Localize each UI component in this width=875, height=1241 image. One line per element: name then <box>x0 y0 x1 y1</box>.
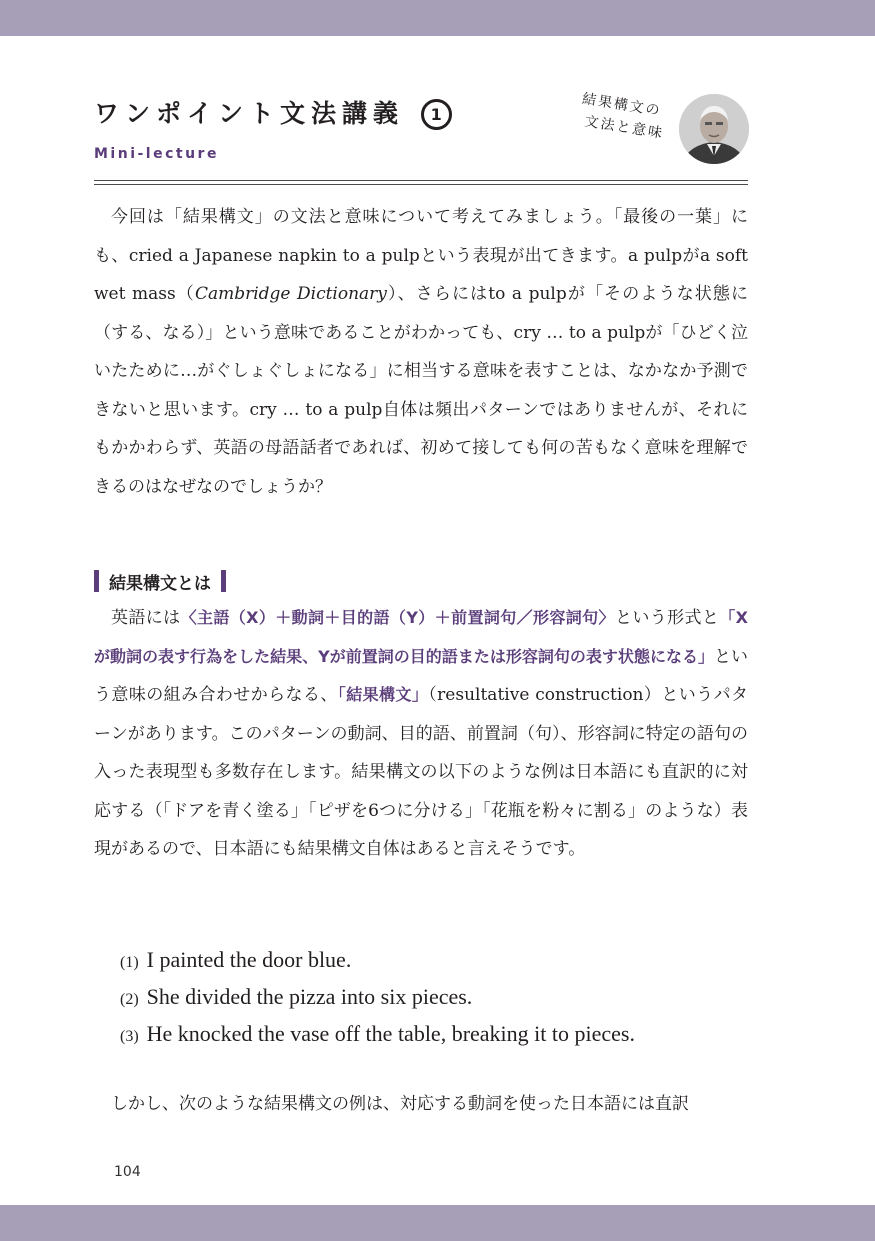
example-list <box>120 941 635 1052</box>
top-band <box>0 0 875 36</box>
form-emphasis: 〈主語（X）＋動詞＋目的語（Y）＋前置詞句／形容詞句〉 <box>180 608 615 627</box>
topic-line-2: 文法と意味 <box>583 113 666 142</box>
section-text-2: という形式と <box>614 608 720 628</box>
section-paragraph <box>94 599 748 869</box>
section-text-1: 英語には <box>111 608 181 628</box>
term-emphasis: 「結果構文」 <box>337 685 429 704</box>
example-item <box>120 1015 635 1052</box>
portrait-image <box>679 94 749 164</box>
double-rule-divider <box>94 180 748 188</box>
subtitle: Mini-lecture <box>94 146 219 162</box>
citation: Cambridge Dictionary <box>194 284 387 304</box>
closing-paragraph: しかし、次のような結果構文の例は、対応する動詞を使った日本語には直訳 <box>111 1094 689 1114</box>
example-text: He knocked the vase off the table, breaking it to pieces. <box>146 1021 635 1046</box>
example-item <box>120 941 635 978</box>
author-portrait <box>679 94 749 164</box>
section-heading-text: 結果構文とは <box>109 573 211 594</box>
intro-text-2: ）、さらにはto a pulpが「そのような状態に（する、なる）」という意味であることがわかっても、cry … to a pulpが「ひどく泣いたために…がぐしょぐしょになる」に相当する意味を表すことは、なかなか予測できないと思います。cry … to a pulp自体は頻出パターンではありませんが、それにもかかわらず、英語の母語話者であれば、初めて接しても何の苦もなく意味を理解できるのはなぜなのでしょうか？ <box>94 284 748 497</box>
intro-text-1: 今回は「結果構文」の文法と意味について考えてみましょう。「最後の一葉」にも、cried a Japanese napkin to a pulpという表現が出てきます。a pulpがa soft wet mass（ <box>94 207 748 304</box>
page-title <box>94 94 452 130</box>
topic-tag <box>577 88 673 146</box>
example-number: (2) <box>120 991 139 1008</box>
bottom-band <box>0 1205 875 1241</box>
section-text-4: （resultative construction）というパターンがあります。このパターンの動詞、目的語、前置詞（句）、形容詞に特定の語句の入った表現型も多数存在します。結果構文の以下のような例は日本語にも直訳的に対応する（「ドアを青く塗る」「ピザを6つに分ける」「花瓶を粉々に割る」のような）表現があるので、日本語にも結果構文自体はあると言えそうです。 <box>94 685 748 859</box>
example-text: I painted the door blue. <box>146 947 352 972</box>
section-text-3: という意味の組み合わせからなる、 <box>94 646 748 705</box>
title-text: ワンポイント文法講義 <box>94 99 405 128</box>
heading-bar-right <box>221 570 226 592</box>
example-number: (1) <box>120 954 139 971</box>
meaning-emphasis: 「Xが動詞の表す行為をした結果、Yが前置詞の目的語または形容詞句の表す状態になる」 <box>94 608 749 666</box>
example-number: (3) <box>120 1028 139 1045</box>
heading-bar-left <box>94 570 99 592</box>
example-text: She divided the pizza into six pieces. <box>146 984 473 1009</box>
intro-paragraph <box>94 198 748 506</box>
page-number: 104 <box>114 1164 141 1180</box>
example-item <box>120 978 635 1015</box>
section-heading <box>94 568 226 594</box>
topic-line-1: 結果構文の <box>581 90 663 120</box>
title-number-badge: 1 <box>421 99 452 130</box>
